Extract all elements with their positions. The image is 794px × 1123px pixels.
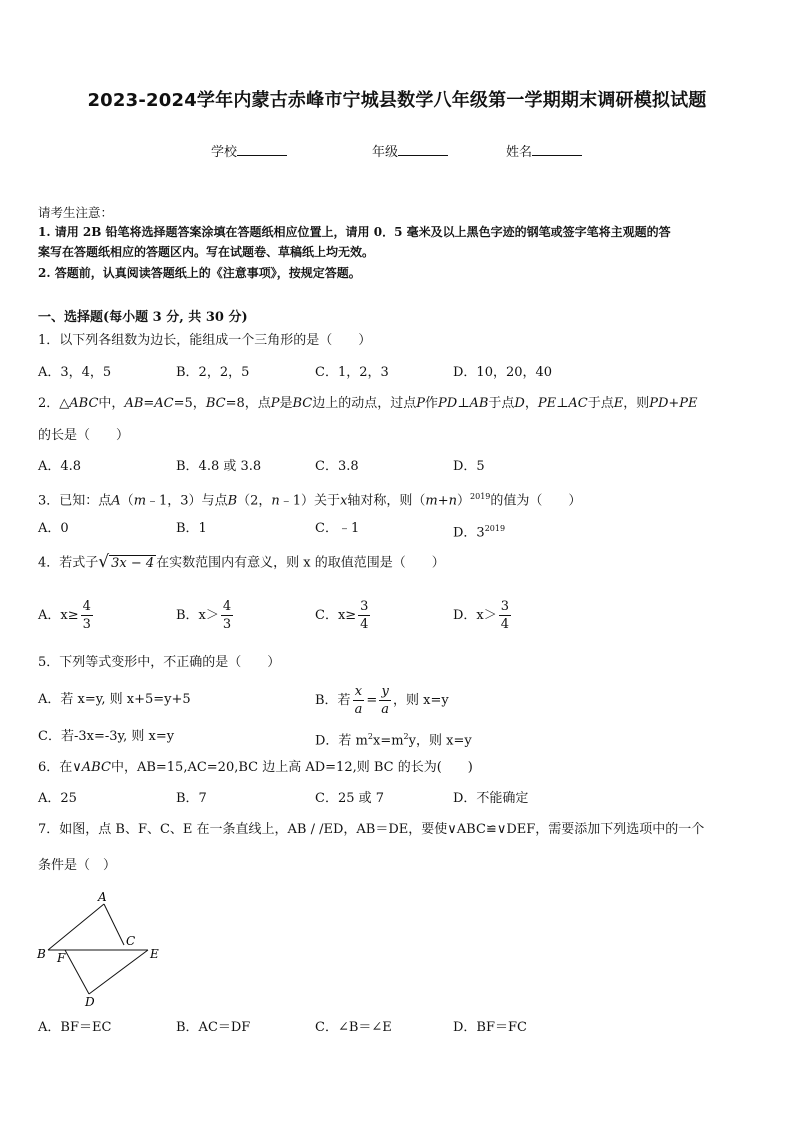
q2-option-a: A．4.8 [38,459,82,474]
q1-option-a: A．3，4，5 [38,365,112,380]
q3-option-c: C．﹣1 [315,521,360,536]
label-e: E [150,947,159,961]
question-7-stem-line-2: 条件是（ ） [38,858,117,873]
question-7-stem: 7．如图，点 B、F、C、E 在一条直线上，AB / /ED，AB＝DE，要使∨ABC≌∨DEF，需要添加下列选项中的一个 [38,822,705,837]
segment-df [65,950,89,994]
school-blank [237,143,287,156]
q5-option-a: A．若 x=y, 则 x+5=y+5 [38,692,191,707]
q7-geometry-figure [34,888,170,1010]
segment-ab [48,904,104,950]
label-f: F [57,951,66,965]
q7-option-a: A．BF＝EC [38,1020,112,1035]
question-5-stem: 5．下列等式变形中，不正确的是（ ） [38,655,281,670]
q6-option-d: D．不能确定 [453,791,529,806]
question-2-stem: 2．△ABC中，AB=AC=5，BC=8，点P是BC边上的动点，过点P作PD⊥AB于点D，PE⊥AC于点E，则PD+PE [38,396,698,411]
q3-option-a: A．0 [38,521,69,536]
sqrt-expression: √ 3x − 4 [98,552,155,572]
question-4-stem: 4．若式子√ 3x − 4 在实数范围内有意义，则 x 的取值范围是（ ） [38,552,445,572]
q5-option-d: D．若 $m^2x=m^2y$，则 x=y [315,732,472,749]
q4-option-a: A．x≥ $\frac{4}{3}$ [38,599,91,632]
q7-option-b: B．AC＝DF [176,1020,251,1035]
q7-option-c: C．∠B＝∠E [315,1020,392,1035]
segment-de [89,950,148,994]
page-title: 2023-2024学年内蒙古赤峰市宁城县数学八年级第一学期期末调研模拟试题 [87,90,707,111]
notice-item-1: 1. 请用 2B 铅笔将选择题答案涂填在答题纸相应位置上，请用 0．5 毫米及以上黑色字迹的钢笔或签字笔将主观题的答 案写在答题纸相应的答题区内。写在试题卷、草稿纸上均无效。 [38,225,671,259]
q5-option-c: C．若-3x=-3y, 则 x=y [38,729,175,744]
q3-option-d: D．$3^{2019}$ [453,524,506,541]
q4-option-d: D．x＞ $\frac{3}{4}$ [453,599,510,632]
q1-option-d: D．10，20，40 [453,365,553,380]
label-c: C [126,934,136,948]
name-blank [532,143,582,156]
segment-ac [104,904,124,945]
label-d: D [85,995,95,1009]
q6-option-a: A．25 [38,791,77,806]
q3-option-b: B．1 [176,521,207,536]
question-3-stem: 3．已知：点A（m﹣1，3）与点B（2，n﹣1）关于x轴对称，则$(m+n)^{2019}$的值为（ ） [38,492,582,509]
q2-option-d: D．5 [453,459,485,474]
label-a: A [98,890,107,904]
name-field: 姓名 [506,141,582,160]
q6-option-c: C．25 或 7 [315,791,385,806]
grade-blank [398,143,448,156]
question-6-stem: 6．在∨ABC中，AB=15,AC=20,BC 边上高 AD=12,则 BC 的长为( ) [38,760,473,775]
school-field: 学校 [211,141,287,160]
grade-field: 年级 [372,141,448,160]
q7-option-d: D．BF＝FC [453,1020,527,1035]
q1-option-b: B．2，2，5 [176,365,250,380]
section-heading: 一、选择题(每小题 3 分, 共 30 分) [38,310,248,325]
notice-item-2: 2. 答题前，认真阅读答题纸上的《注意事项》，按规定答题。 [38,266,361,280]
q1-option-c: C．1，2，3 [315,365,389,380]
q2-option-b: B．4.8 或 3.8 [176,459,262,474]
q6-option-b: B．7 [176,791,207,806]
q5-option-b: B．若 $\frac{x}{a}$ = $\frac{y}{a}$ ，则 x=y [315,684,449,717]
label-b: B [37,947,46,961]
question-1-stem: 1．以下列各组数为边长，能组成一个三角形的是（ ） [38,333,372,348]
q4-option-c: C．x≥ $\frac{3}{4}$ [315,599,369,632]
q2-option-c: C．3.8 [315,459,359,474]
q4-option-b: B．x＞ $\frac{4}{3}$ [176,599,232,632]
question-2-stem-line-2: 的长是（ ） [38,428,130,443]
notice-heading: 请考生注意： [38,205,114,220]
